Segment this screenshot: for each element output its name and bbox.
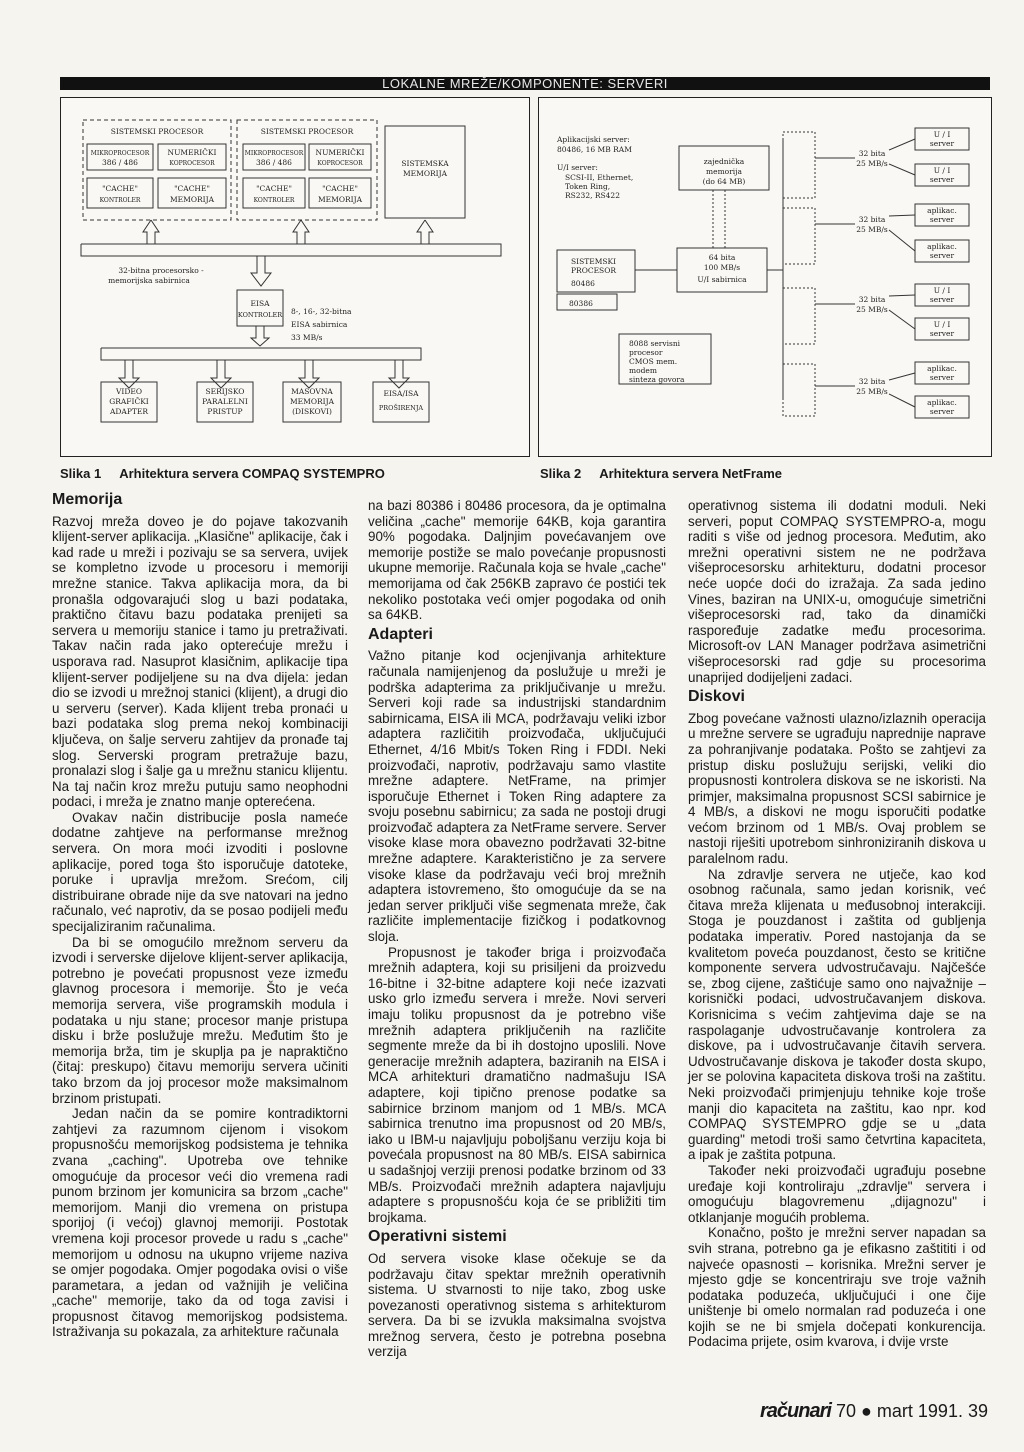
figure-2-diagram [538,97,992,457]
heading-operativni-sistemi: Operativni sistemi [368,1228,507,1246]
video-l1: VIDEO [115,387,143,396]
sysproc-l1: SISTEMSKI [571,257,617,266]
bus32-l1: 32-bitna procesorsko - [118,266,204,275]
service-l4: modem [629,366,657,375]
app-l1: Aplikacijski server: [557,135,630,144]
coproc2-l2: KOPROCESOR [317,160,363,167]
serial-l3: PRISTUP [207,407,243,416]
processor-memory-bus [81,244,501,256]
ext-l1: EISA/ISA [383,389,419,398]
server-connectors [889,139,915,407]
io-l2: SCSI-II, Ethernet, [565,173,634,182]
srv2-l1: U / I [933,166,951,175]
figure-2-caption-label: Slika 2 [540,466,582,481]
srv2-l2: server [929,175,955,184]
service-l1: 8088 servisni [629,339,681,348]
switch-grid-2 [783,208,815,264]
bits4-l1: 32 bita [858,377,886,386]
srv6-l2: server [929,329,955,338]
col2-paragraph-2: Važno pitanje kod ocjenjivanja arhitekture računala namijenjenog da poslužuje u mreži je podrška adapterima za priključivanje u mrežu. Serveri koji rade sa industrijski standardnim sabirnicama, EISA ili MCA, podržavaju veliki izbor adaptera različitih proizvođača, uključujući Ethernet, 4/16 Mbit/s Token Ring i FDDI. Neki proizvođači, naprotiv, podržavaju samo vlastite mrežne adaptere. NetFrame, na primjer isporučuje Ethernet i Token Ring adaptere za svoju posebnu sabirnicu; za sada ne postoji drugi proizvođač adaptera za NetFrame servere. Server visoke klase mora obavezno podržavati 32-bitne mrežne adaptere. Karakteristično je za servere visoke klase da podržavaju veći broj mrežnih adaptera istovremeno, što omogućuje da se na jedan server priključi više segmenata mreže, čak različite implementacije fizičkog i podatkovnog sloja. [368,648,666,945]
srv7-l2: server [929,373,955,382]
col3-paragraph-5: Konačno, pošto je mrežni server napadan sa svih strana, potrebno ga je efikasno zaštititi i od najveće opasnosti – korisnika. Mrežni server je mjesto gdje se koncentriraju sve troje važnih podataka poduzeća, uključujući i one čije uništenje bi omelo normalan rad poduzeća i one kojih se ne bi smjela dočepati konkurencija. Podacima prijete, osim kvarova, i dvije vrste [688,1225,986,1350]
heading-diskovi: Diskovi [688,688,745,706]
app-l2: 80486, 16 MB RAM [557,145,632,154]
cache-ctrl-l2: KONTROLER [99,197,141,204]
sysmem-l2: MEMORIJA [402,169,448,178]
eisa-bus-l1: 8-, 16-, 32-bitna [291,307,352,316]
cpu-80386: 80386 [569,299,593,308]
col1-paragraph-3: Da bi se omogućilo mrežnom serveru da izvodi i serverske dijelove klijent-server aplikacija, potrebno je povećati propusnost veze između glavnog procesora i memorije. Što je veća memorija servera, više programskih modula i podataka u nju stane; procesor manje pristupa disku i brže poslužuje mrežu. Međutim što je memorija brža, tim je skuplja pa je napraktično (čitaj: preskupo) čitavu memoriju servera učiniti tako brzom da joj procesor može maksimalnom brzinom pristupati. [52,934,348,1106]
srv5-l1: U / I [933,286,951,295]
srv8-l1: aplikac. [927,398,957,407]
srv3-l1: aplikac. [927,206,957,215]
mass-l1: MASOVNA [291,387,333,396]
eisa-bus-l3: 33 MB/s [291,333,323,342]
sysproc-l3: 80486 [571,279,595,288]
bits1-l1: 32 bita [858,149,886,158]
bits1-l2: 25 MB/s [856,159,888,168]
srv4-l1: aplikac. [927,242,957,251]
col2-paragraph-1: na bazi 80386 i 80486 procesora, da je optimalna veličina „cache" memorije 64KB, koja garantira 90% pogodaka. Daljnjim povećavanjem ove memorije postiže se malo povećanje propusnosti ukupne memorije. Računala koja se hvale „cache" memorijama od čak 256KB zapravo će postići tek nekoliko postotaka veći omjer pogodaka od onih sa 64KB. [368,498,666,623]
col2-paragraph-4: Od servera visoke klase očekuje se da podržavaju čitav spektar mrežnih operativnih sistema. U stvarnosti to nije tako, zbog uske povezanosti operativnog sistema s arhitekturom servera. Da bi se izvukla maksimalna svojstva mrežnog servera, često je potrebna posebna verzija [368,1250,666,1360]
heading-memorija: Memorija [52,491,123,508]
microproc-l2: 386 / 486 [102,158,138,167]
heading-adapteri: Adapteri [368,625,433,643]
microproc2-l2: 386 / 486 [256,158,292,167]
bus32-l2: memorijska sabirnica [108,276,190,285]
col3-paragraph-2: Zbog povećane važnosti ulazno/izlaznih operacija u mrežne servere se ugrađuju naprednije naprave za pohranjivanje podataka. Pošto se zahtjevi za pristup disku poslužuju serijski, veliki dio propusnosti kontrolera diskova se ne iskoristi. Na primjer, maksimalna propusnost SCSI sabirnice je 4 MB/s, a diskovi ne mogu isporučiti podatke većom brzinom od 1 MB/s. Ovaj problem se nastoji riješiti upotrebom sinhroniziranih diskova u paralelnom radu. [688,710,986,867]
sysmem-l1: SISTEMSKA [401,159,449,168]
figure-1-diagram [60,97,530,457]
page-header-title: LOKALNE MREŽE/KOMPONENTE: SERVERI [382,76,668,91]
srv6-l1: U / I [933,320,951,329]
bits4-l2: 25 MB/s [856,387,888,396]
figure-1-caption-text: Arhitektura servera COMPAQ SYSTEMPRO [119,466,385,481]
eisa-down-arrow [251,326,269,346]
coproc-l2: KOPROCESOR [169,160,215,167]
microproc-l1: MIKROPROCESOR [90,150,150,157]
switch-grid-3 [783,288,815,344]
cache-ctrl2-l2: KONTROLER [253,197,295,204]
issue-number: 70 [835,1401,856,1421]
iobus-l3: U/I sabirnica [697,275,747,284]
srv1-l1: U / I [933,130,951,139]
service-l5: sinteza govora [629,375,685,384]
bits2-l1: 32 bita [858,215,886,224]
serial-l2: PARALELNI [202,397,248,406]
magazine-logo: računari [760,1400,831,1422]
eisa-ctrl-l1: EISA [250,299,270,308]
io-l3: Token Ring, [565,182,611,191]
eisa-bus-l2: EISA sabirnica [291,320,348,329]
eisa-isa-box [373,382,429,422]
figure-1-caption [60,466,385,481]
coproc2-l1: NUMERIČKI [315,148,365,157]
column-1 [52,488,348,1340]
page-footer [760,1400,988,1423]
page-number: 39 [967,1401,988,1421]
page-header-bar [60,77,990,90]
coproc-l1: NUMERIČKI [167,148,217,157]
shared-l3: (do 64 MB) [702,177,746,186]
eisa-arrow-2 [211,360,231,388]
switch-grid-4 [783,364,815,416]
srv3-l2: server [929,215,955,224]
server-links [815,158,855,386]
eisa-arrow-4 [389,360,409,388]
col3-paragraph-4: Također neki proizvođači ugrađuju posebne uređaje koji kontroliraju „zdravlje" servera i omogućuju blagovremenu „dijagnozu" i otklanjanje mogućih problema. [688,1162,986,1225]
video-l2: GRAFIČKI [109,397,149,406]
footer-bullet: ● [861,1401,872,1421]
srv1-l2: server [929,139,955,148]
cache-mem2-l1: "CACHE" [322,184,358,193]
shared-l1: zajednička [703,157,745,166]
service-l3: CMOS mem. [629,357,678,366]
microproc2-l1: MIKROPROCESOR [244,150,304,157]
col1-paragraph-4: Jedan način da se pomire kontradiktorni zahtjevi za razumnom cijenom i visokom propusnošću memorijskog podsistema je tehnika zvana „caching". Upotreba ove tehnike omogućuje da procesor veći dio vremena radi punom brzinom jer komunicira sa brzom „cache" memorijom. Manji dio vremena on pristupa sporijoj (i većoj) glavnoj memoriji. Postotak vremena koji procesor provede u radu s „cache" memorijom u odnosu na ukupno vrijeme naziva se omjer pogodaka. Omjer pogodaka ovisi o više parametara, a jedan od važnijih je veličina „cache" memorije, tako da od toga zavisi i propusnost čitavog memorijskog podsistema. Istraživanja su pokazala, za arhitekture računala [52,1106,348,1340]
service-l2: procesor [629,348,663,357]
bus-to-eisa-arrow [251,256,271,286]
iobus-l2: 100 MB/s [703,263,741,272]
srv8-l2: server [929,407,955,416]
iobus-l1: 64 bita [708,253,736,262]
col2-paragraph-3: Propusnost je također briga i proizvođača mrežnih adaptera, koji su prisiljeni da proizvedu 16-bitne i 32-bitne adaptere koji neće izazvati usko grlo između servera i mreže. Novi serveri imaju toliku propusnost da je potrebno više mrežnih adaptera priključenih na različite segmente mreže da bi ih dostojno uposlili. Nove generacije mrežnih adaptera, baziranih na EISA i MCA arhitekturi dramatično nadmašuju ISA adaptere, koji tipično prenose podatke sa sabirnice brzinom manjom od 1 MB/s. MCA sabirnica trenutno ima propusnost od 20 MB/s, iako u IBM-u najavljuju poboljšanu verziju koja bi povećala propusnost na 80 MB/s. EISA sabirnica u sadašnjoj verziji prenosi podatke brzinom od 33 MB/s. Proizvođači mrežnih adaptera najavljuju adaptere s propusnošću koja će se približiti tim brojkama. [368,944,666,1225]
col3-paragraph-3: Na zdravlje servera ne utječe, kao kod osobnog računala, samo jedan korisnik, već čitava mreža klijenata u međusobnoj interakciji. Stoga je pouzdanost i zaštita od gubljenja podataka imperativ. Pored nastojanja da se kvalitetom poveća pouzdanost, često se kritične komponente servera udvostručavaju. Najčešće se, zbog cijene, zaštićuje samo ono najvažnije – korisnički podaci, udvostručavanjem diskova. Korisnicima s većim zahtjevima daje se na raspolaganje udvostručavanje kontrolera za diskove, pa i udvostručavanje čitavih servera. Udvostručavanje diskova je također dosta skupo, jer se polovina kapaciteta diskova troši na zaštitu. Neki proizvođači primjenjuju tehnike koje troše manji dio kapaciteta na zaštitu, kao npr. kod COMPAQ SYSTEMPRO gdje se u „data guarding" metodi troši samo četvrtina kapaciteta, a ipak je zaštita potpuna. [688,866,986,1163]
mass-l2: MEMORIJA [289,397,335,406]
cache-mem2-l2: MEMORIJA [317,195,363,204]
eisa-ctrl-l2: KONTROLER [237,311,283,319]
col1-paragraph-1: Razvoj mreža doveo je do pojave takozvanih klijent-server aplikacija. „Klasične" aplikacije, čak i kad rade u mreži i pozivaju se sa servera, uvijek se kompletno izvode u procesoru i memoriji mrežne stanice. Takva aplikacija mora, da bi pronašla odgovarajući slog u bazi podataka, praktično čitavu bazu podataka prenijeti sa servera u memoriju stanice i tamo ju pretraživati. Takav način rada jako opterećuje mrežu i usporava rad. Nasuprot klasičnim, aplikacije tipa klijent-server podijeljene su na dva dijela: jedan dio se izvodi u mrežnoj stanici (klijent), a drugi dio u serveru (server). Kada klijent treba pronaći u bazi podataka slog prema nekoj kombinaciji ključeva, on šalje serveru zahtijev da pronađe taj slog. Serverski program pretražuje bazu, pronalazi slog i šalje ga u mrežnu stanicu klijentu. Na taj način kroz mrežu putuju samo neophodni podaci, i mreža je znatno manje opterećena. [52,513,348,810]
shared-l2: memorija [706,167,742,176]
issue-date: mart 1991. [876,1401,963,1421]
col3-paragraph-1: operativnog sistema ili dodatni moduli. Neki serveri, poput COMPAQ SYSTEMPRO-a, mogu raditi s više od jednog procesora. Međutim, ako mrežni operativni sistem ne ne podržava višeprocesorsku arhitekturu, dodatni procesor neće uopće doći do izražaja. Za sada jedino Vines, baziran na UNIX-u, omogućuje simetrični višeprocesorski rad, tako da dinamički raspoređuje zadatke među procesorima. Microsoft-ov LAN Manager podržava asimetrični višeprocesorski rad gdje su procesorima unaprijed dodijeljeni zadaci. [688,498,986,685]
col1-paragraph-2: Ovakav način distribucije posla nameće dodatne zahtjeve na performanse mrežnog servera. On mora moći izvoditi i poslovne aplikacije, pored toga što isporučuje datoteke, poruke i upravlja mrežom. Srećom, cilj distribuirane obrade nije da sve natovari na jedno računalo, već naprotiv, da se posao podijeli među specijaliziranim računalima. [52,809,348,935]
eisa-arrow-1 [119,360,139,388]
eisa-controller-box [237,290,283,326]
figure-1-caption-label: Slika 1 [60,466,102,481]
eisa-bus [101,348,421,360]
figure-2-caption [540,466,782,481]
serial-l1: SERIJSKO [205,387,245,396]
bus-arrow-2 [293,220,309,244]
figure-2-svg [539,98,991,456]
bus-arrow-1 [143,220,159,244]
eisa-arrow-3 [299,360,319,388]
cache-mem-l2: MEMORIJA [169,195,215,204]
column-2 [368,498,666,1360]
bus-arrow-3 [417,220,433,244]
cache-mem-l1: "CACHE" [174,184,210,193]
cache-ctrl-l1: "CACHE" [102,184,138,193]
column-3 [688,498,986,1350]
bits2-l2: 25 MB/s [856,225,888,234]
bits3-l2: 25 MB/s [856,305,888,314]
srv4-l2: server [929,251,955,260]
figure-2-caption-text: Arhitektura servera NetFrame [599,466,783,481]
switch-grid-1 [783,132,815,198]
figure-1-svg [61,98,529,456]
io-l1: U/I server: [557,163,598,172]
video-l3: ADAPTER [109,407,149,416]
mass-l3: (DISKOVI) [292,407,332,416]
srv5-l2: server [929,295,955,304]
io-l4: RS232, RS422 [565,191,620,200]
bits3-l1: 32 bita [858,295,886,304]
shared-mem-link [713,190,725,248]
proc-title-1: SISTEMSKI PROCESOR [110,127,204,136]
sysproc-l2: PROCESOR [571,266,616,275]
ext-l2: PROŠIRENJA [378,404,424,412]
proc-title-2: SISTEMSKI PROCESOR [260,127,354,136]
srv7-l1: aplikac. [927,364,957,373]
cache-ctrl2-l1: "CACHE" [256,184,292,193]
